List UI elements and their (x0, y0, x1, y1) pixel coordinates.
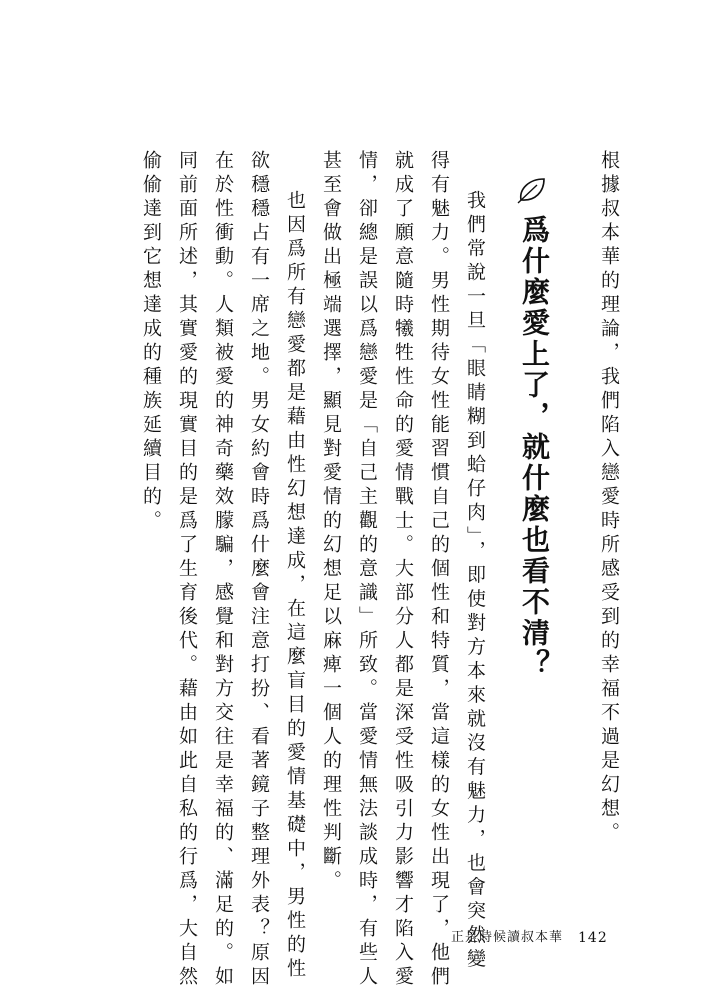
page-number: 142 (578, 930, 608, 946)
body-column: 我們常說一旦「眼睛糊到蛤仔肉」，即使對方本來就沒有魅力，也會突然變 (464, 190, 486, 973)
leaf-icon (515, 175, 549, 205)
body-column: 同前面所述，其實愛的現實目的是爲了生育後代。藉由如此自私的行爲，大自然 (176, 150, 198, 990)
intro-line: 根據叔本華的理論，我們陷入戀愛時所感受到的幸福不過是幻想。 (598, 150, 620, 846)
footer-book-title: 正是時候讀叔本華 (451, 930, 564, 945)
body-column: 在於性衝動。人類被愛的神奇藥效朦騙，感覺和對方交往是幸福的、滿足的。如 (212, 150, 234, 990)
body-column: 就成了願意隨時犧牲性命的愛情戰士。大部分人都是深受性吸引力影響才陷入愛 (392, 150, 414, 990)
body-column: 情，卻總是誤以爲戀愛是「自己主觀的意識」所致。當愛情無法談成時，有些人 (356, 150, 378, 990)
body-column: 也因爲所有戀愛都是藉由性幻想達成，在這麼盲目的愛情基礎中，男性的性 (284, 190, 306, 982)
body-column: 欲穩穩占有一席之地。男女約會時爲什麼會注意打扮、看著鏡子整理外表？原因 (248, 150, 270, 990)
body-column: 甚至會做出極端選擇，顯見對愛情的幻想足以麻痺一個人的理性判斷。 (320, 150, 342, 894)
body-column: 偷偷達到它想達成的種族延續目的。 (140, 150, 162, 534)
section-heading: 爲什麼愛上了，就什麼也看不清？ (518, 215, 551, 680)
body-column: 得有魅力。男性期待女性能習慣自己的個性和特質，當這樣的女性出現了，他們 (428, 150, 450, 990)
section-heading-block (505, 175, 565, 680)
